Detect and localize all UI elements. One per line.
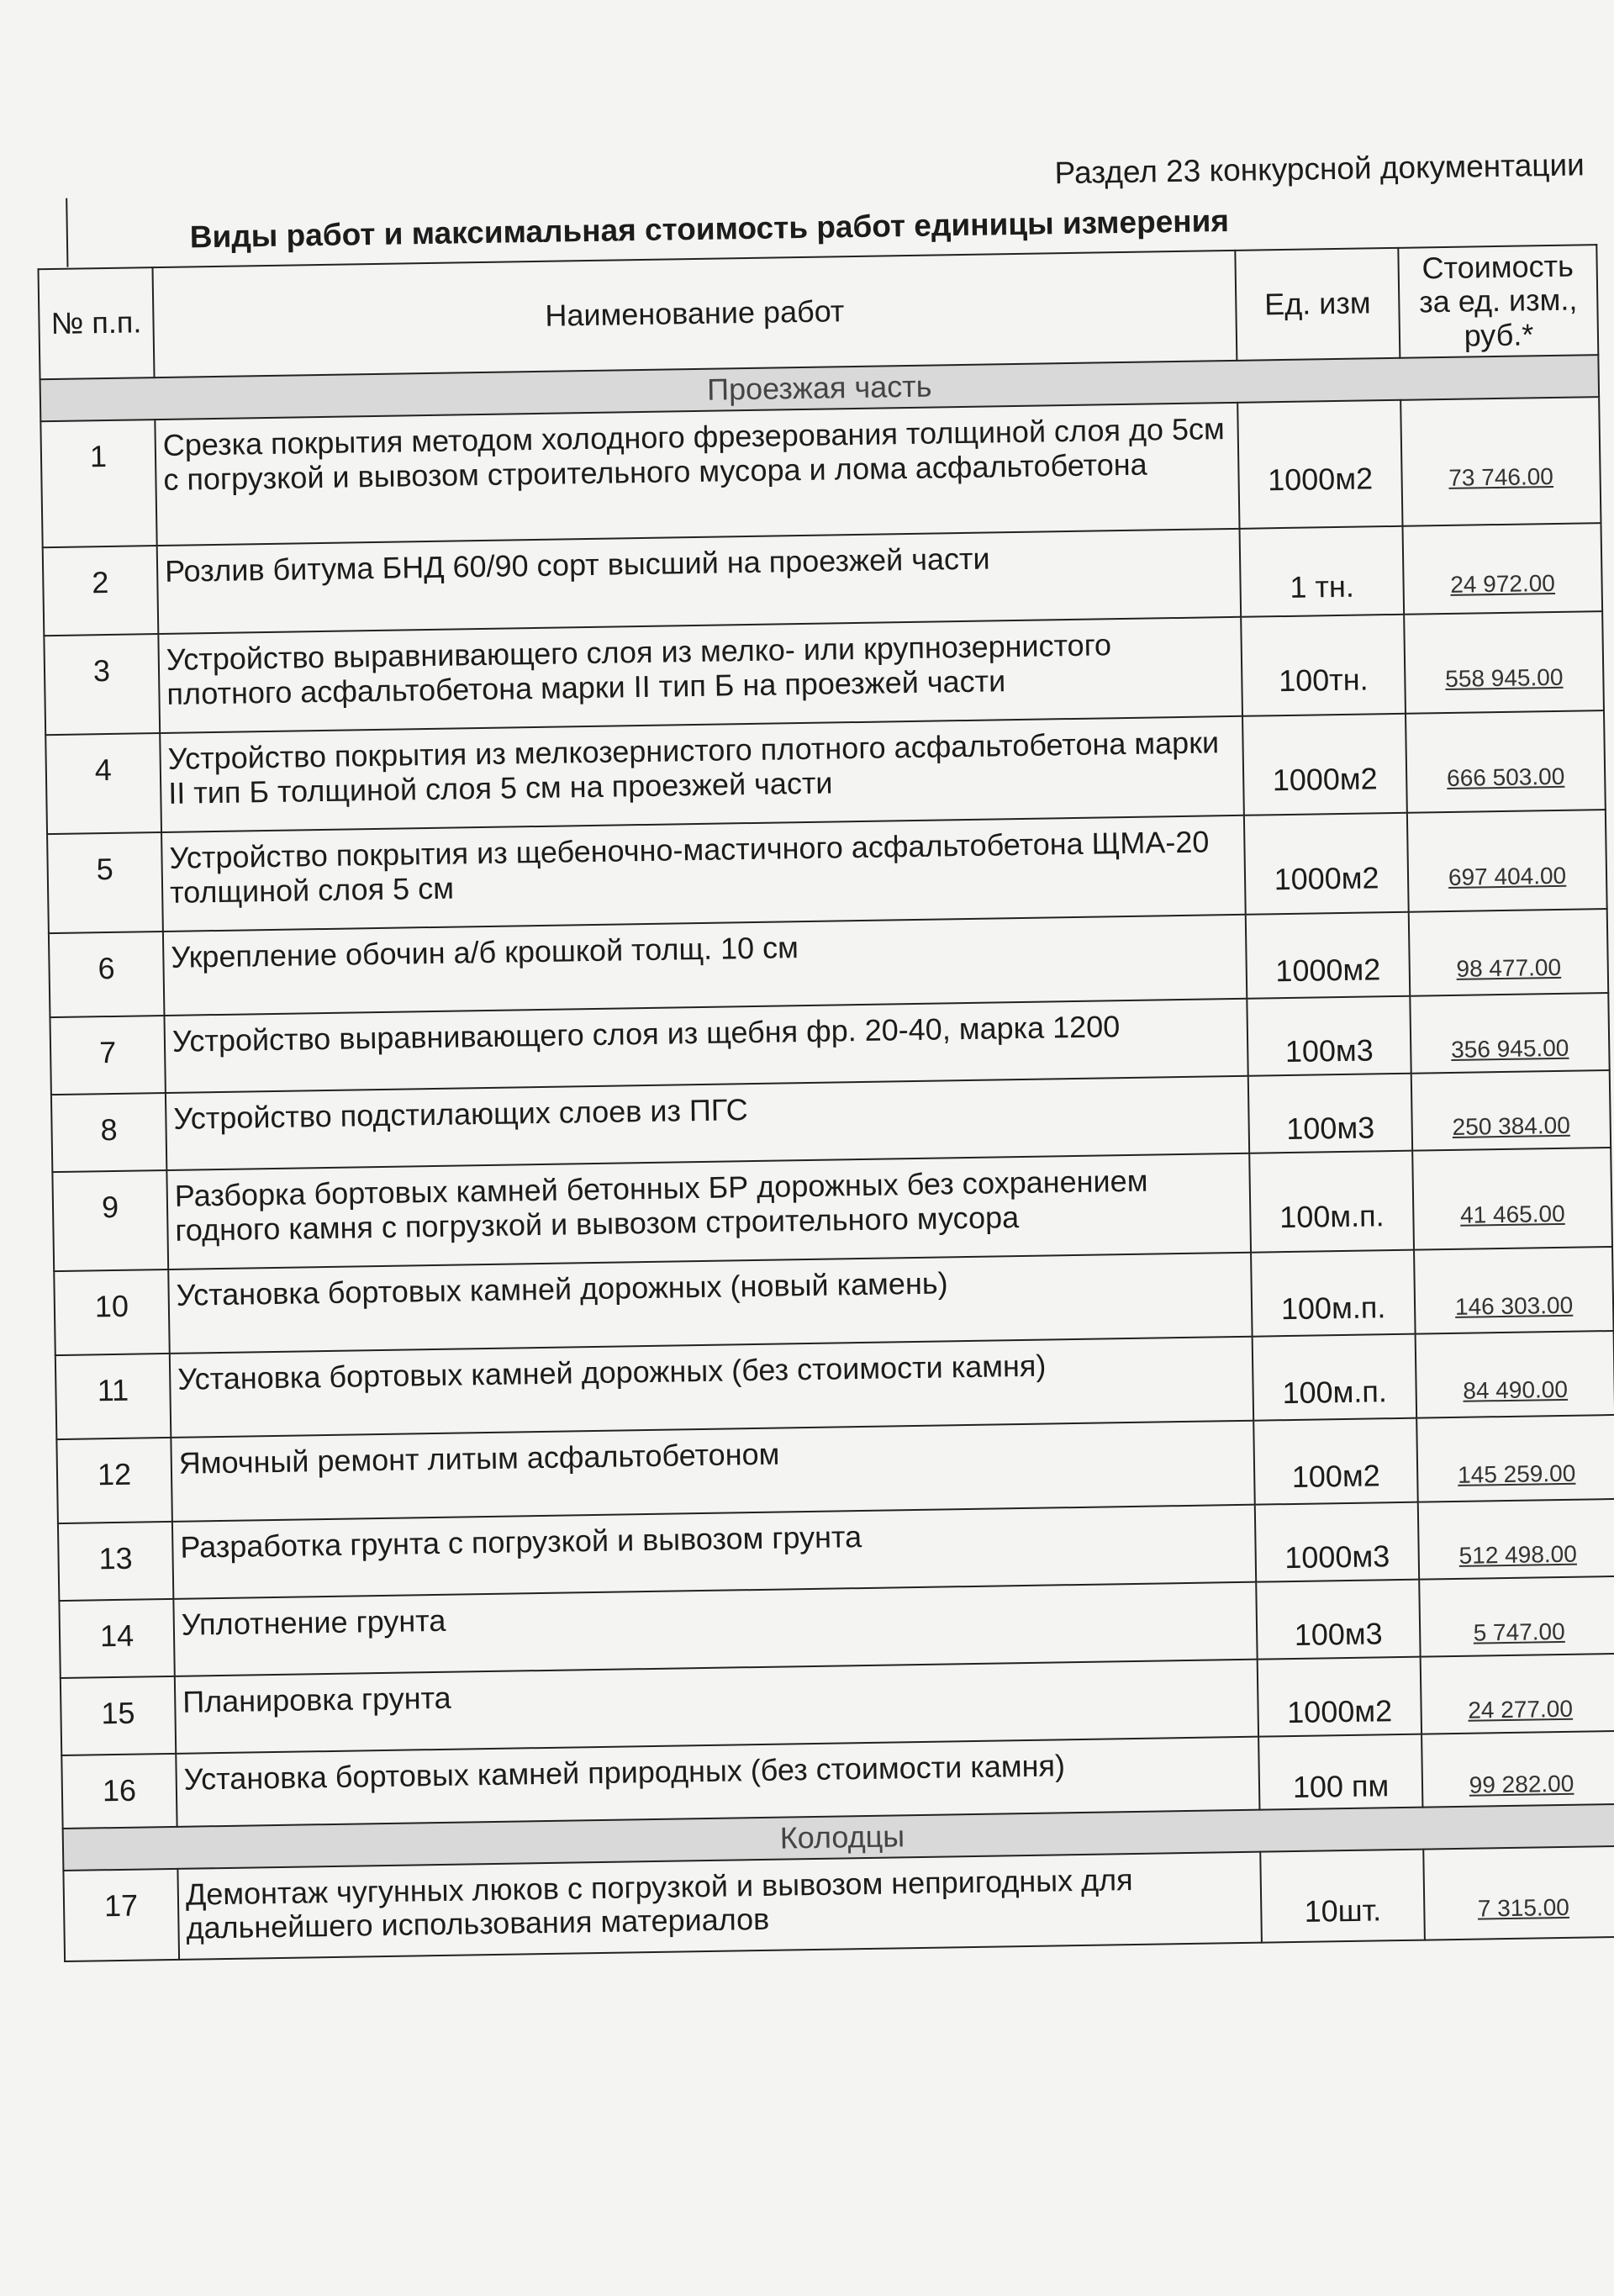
unit-of-measure: 1000м2 (1244, 813, 1409, 915)
row-number: 6 (49, 932, 165, 1017)
row-number: 16 (61, 1754, 177, 1828)
row-number: 12 (56, 1438, 172, 1523)
work-name: Разработка грунта с погрузкой и вывозом грунта (172, 1505, 1256, 1599)
unit-of-measure: 100м.п. (1249, 1151, 1414, 1253)
unit-price (1418, 1499, 1614, 1580)
unit-price (1400, 397, 1601, 526)
unit-price (1421, 1731, 1614, 1807)
unit-of-measure: 1000м3 (1255, 1502, 1419, 1582)
work-name: Устройство покрытия из щебеночно-мастичного асфальтобетона ЩМА-20 толщиной слоя 5 см (161, 815, 1246, 932)
unit-price-value: 146 303.00 (1454, 1291, 1574, 1320)
section-title: Проезжая часть (40, 355, 1600, 421)
work-name: Уплотнение грунта (173, 1582, 1257, 1676)
unit-of-measure: 1000м2 (1237, 400, 1402, 529)
section-title: Колодцы (63, 1803, 1614, 1870)
unit-of-measure: 100м3 (1247, 996, 1411, 1076)
work-name: Демонтаж чугунных люков с погрузкой и вывозом непригодных для дальнейшего использования материалов (177, 1852, 1262, 1960)
unit-price (1406, 710, 1606, 813)
unit-of-measure: 100тн. (1241, 615, 1406, 716)
work-name: Устройство подстилающих слоев из ПГС (166, 1076, 1249, 1170)
works-price-table (37, 244, 1614, 1962)
row-number: 2 (43, 546, 159, 636)
work-name: Ямочный ремонт литым асфальтобетоном (171, 1421, 1254, 1522)
unit-price (1403, 523, 1603, 615)
unit-price-value: 41 465.00 (1459, 1200, 1565, 1228)
unit-price-value: 356 945.00 (1450, 1034, 1569, 1063)
unit-of-measure: 100м2 (1253, 1418, 1418, 1505)
unit-price-value: 145 259.00 (1457, 1459, 1576, 1488)
unit-price-value: 5 747.00 (1473, 1618, 1565, 1646)
unit-of-measure: 100м.п. (1251, 1250, 1416, 1337)
unit-of-measure: 100м.п. (1253, 1334, 1417, 1421)
row-number: 14 (59, 1599, 174, 1678)
row-number: 1 (40, 420, 156, 547)
unit-price (1421, 1654, 1614, 1734)
work-name: Установка бортовых камней дорожных (без стоимости камня) (170, 1337, 1253, 1438)
row-number: 13 (58, 1522, 173, 1601)
row-number: 9 (52, 1170, 168, 1271)
column-header-unit: Ед. изм (1235, 248, 1400, 361)
work-name: Разборка бортовых камней бетонных БР дорожных без сохранением годного камня с погрузкой и вывозом строительного мусора (166, 1153, 1251, 1269)
work-name: Укрепление обочин а/б крошкой толщ. 10 см (163, 915, 1247, 1016)
unit-price-value: 697 404.00 (1448, 862, 1567, 890)
unit-price (1409, 909, 1609, 996)
unit-price (1411, 1070, 1611, 1151)
row-number: 3 (44, 634, 160, 735)
unit-price (1412, 1148, 1612, 1250)
unit-price (1419, 1576, 1614, 1657)
unit-price-value: 98 477.00 (1456, 953, 1562, 982)
column-header-price: Стоимость за ед. изм., руб.* (1398, 245, 1598, 358)
unit-price (1416, 1331, 1614, 1418)
row-number: 4 (45, 733, 161, 834)
unit-of-measure: 1000м2 (1258, 1657, 1421, 1737)
row-number: 17 (63, 1869, 179, 1961)
row-number: 11 (55, 1354, 171, 1439)
unit-price-value: 7 315.00 (1477, 1894, 1570, 1922)
unit-price-value: 250 384.00 (1452, 1111, 1571, 1140)
work-name: Устройство выравнивающего слоя из мелко- или крупнозернистого плотного асфальтобетона марки II тип Б на проезжей части (158, 617, 1242, 733)
work-name: Установка бортовых камней природных (без стоимости камня) (176, 1737, 1259, 1827)
unit-of-measure: 1 тн. (1240, 526, 1405, 617)
unit-price-value: 99 282.00 (1469, 1770, 1574, 1798)
work-name: Устройство выравнивающего слоя из щебня фр. 20-40, марка 1200 (164, 999, 1247, 1093)
row-number: 8 (51, 1093, 166, 1172)
unit-price (1416, 1415, 1614, 1502)
work-name: Розлив битума БНД 60/90 сорт высший на проезжей части (157, 529, 1241, 634)
column-header-name: Наименование работ (152, 251, 1237, 377)
unit-of-measure: 100м3 (1256, 1580, 1420, 1660)
column-header-num: № п.п. (38, 267, 154, 379)
unit-price-value: 24 277.00 (1468, 1695, 1574, 1723)
work-name: Установка бортовых камней дорожных (новый камень) (168, 1253, 1252, 1354)
work-name: Срезка покрытия методом холодного фрезерования толщиной слоя до 5см с погрузкой и вывозом строительного мусора и лома асфальтобетона (155, 403, 1239, 546)
unit-price (1414, 1247, 1614, 1334)
row-number: 7 (50, 1016, 165, 1095)
unit-price (1410, 993, 1609, 1074)
table-row (40, 397, 1601, 547)
unit-price (1407, 810, 1607, 912)
work-name: Устройство покрытия из мелкозернистого плотного асфальтобетона марки II тип Б толщиной слоя 5 см на проезжей части (160, 716, 1244, 832)
unit-price (1423, 1846, 1614, 1940)
row-number: 10 (54, 1269, 170, 1355)
table-body (40, 355, 1614, 1961)
unit-price-value: 666 503.00 (1446, 763, 1565, 791)
unit-price-value: 73 746.00 (1448, 462, 1554, 491)
work-name: Планировка грунта (175, 1660, 1258, 1754)
unit-of-measure: 1000м2 (1242, 714, 1407, 815)
unit-price-value: 84 490.00 (1463, 1375, 1569, 1404)
unit-price-value: 512 498.00 (1458, 1540, 1578, 1569)
unit-of-measure: 100м3 (1248, 1074, 1412, 1153)
unit-price-value: 558 945.00 (1445, 663, 1564, 692)
unit-of-measure: 10шт. (1260, 1849, 1425, 1942)
unit-price (1404, 611, 1604, 714)
document-title: Виды работ и максимальная стоимость работ единицы измерения (189, 203, 1230, 255)
unit-of-measure: 1000м2 (1246, 912, 1411, 999)
section-label: Раздел 23 конкурсной документации (1054, 147, 1585, 191)
unit-of-measure: 100 пм (1258, 1734, 1422, 1809)
row-number: 15 (61, 1676, 176, 1755)
unit-price-value: 24 972.00 (1450, 570, 1556, 598)
row-number: 5 (47, 832, 163, 933)
